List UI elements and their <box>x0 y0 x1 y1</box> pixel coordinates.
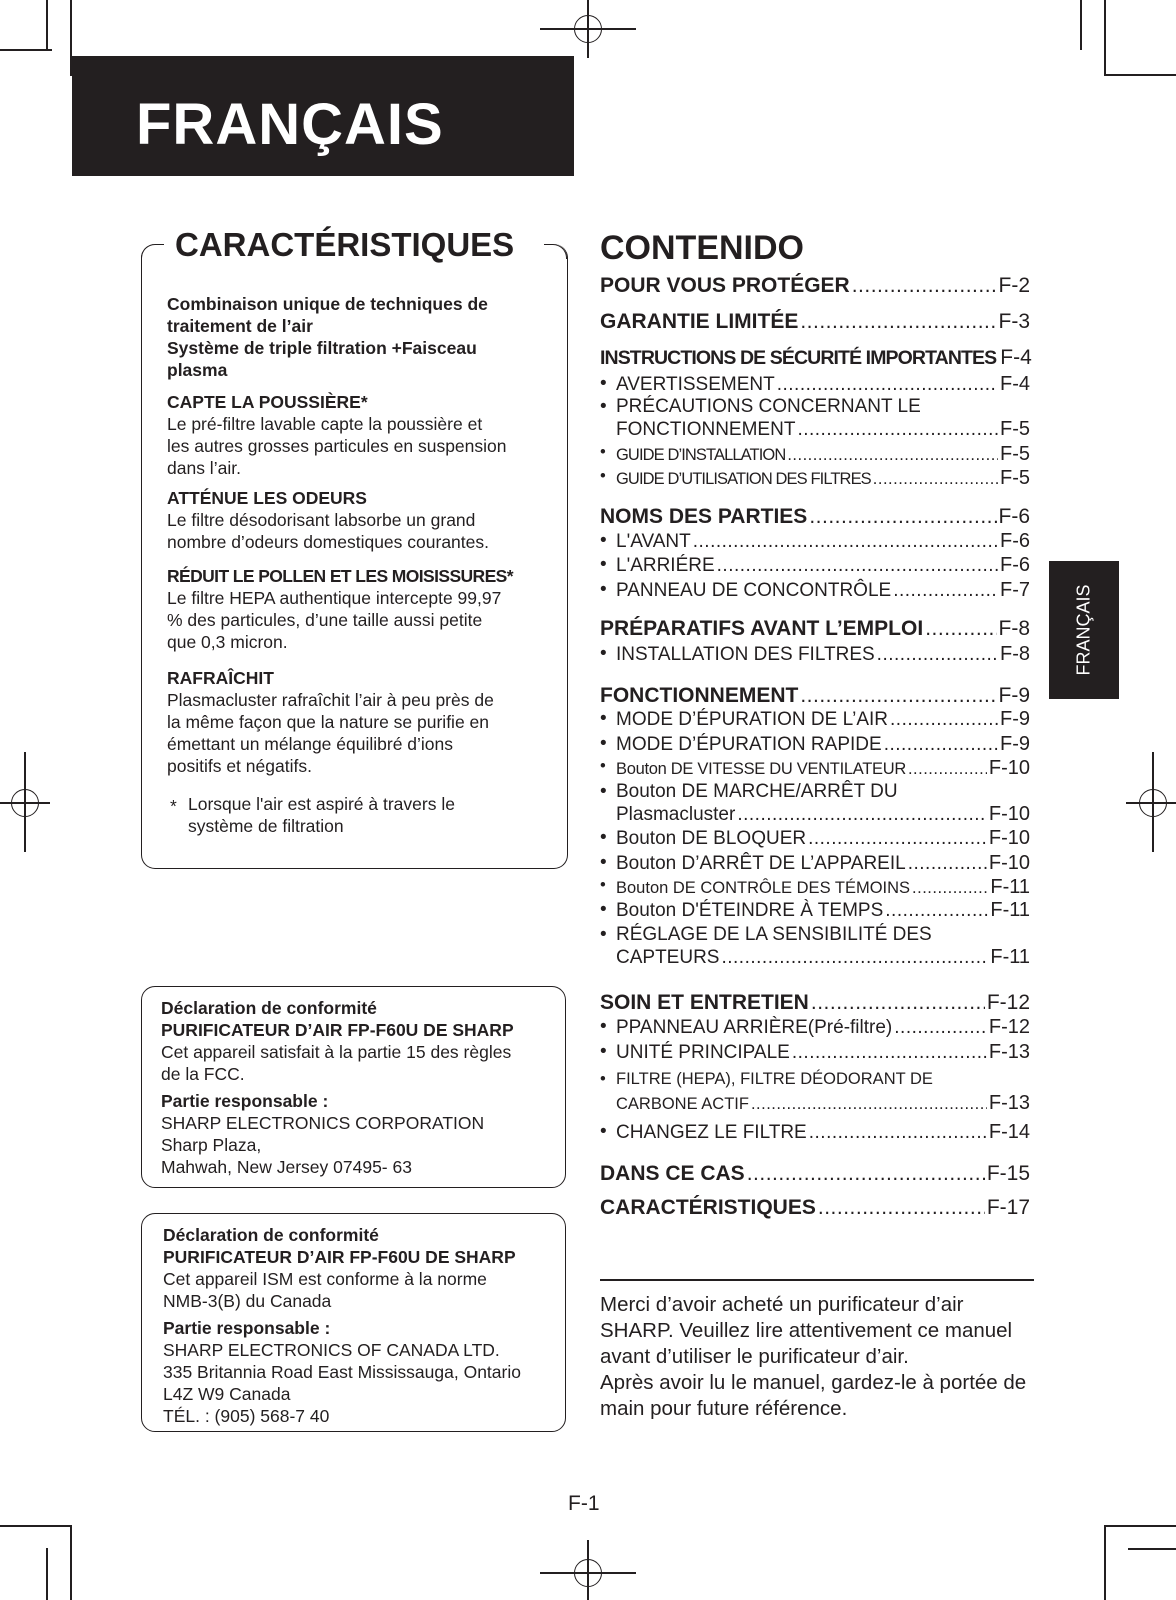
thank-you-line: main pour future référence. <box>600 1397 848 1420</box>
feature-refresh <box>167 667 559 777</box>
feature-heading: RAFRAÎCHIT <box>167 668 274 688</box>
feature-heading: RÉDUIT LE POLLEN ET LES MOISISSURES* <box>167 566 513 586</box>
toc-entry[interactable]: SOIN ET ENTRETIEN ..... F-12 <box>600 991 1030 1015</box>
feature-odors <box>167 487 559 553</box>
toc-subentry-line: • RÉGLAGE DE LA SENSIBILITÉ DES <box>600 924 932 945</box>
declaration-canada-box <box>141 1213 566 1432</box>
thank-you-note <box>600 1292 1050 1422</box>
language-banner <box>72 56 574 176</box>
toc-subentry[interactable]: • L'ARRIÉRE ..... F-6 <box>600 554 1030 577</box>
toc-entry[interactable]: GARANTIE LIMITÉE ..... F-3 <box>600 310 1030 334</box>
footnote-line: Lorsque l'air est aspiré à travers le <box>188 794 455 814</box>
responsible-party-line: Sharp Plaza, <box>161 1135 262 1155</box>
toc-entry[interactable]: DANS CE CAS ..... F-15 <box>600 1162 1030 1186</box>
toc-subentry[interactable]: • Bouton D’ARRÊT DE L’APPAREIL ..... F-10 <box>600 852 1030 875</box>
toc-subentry[interactable]: • MODE D’ÉPURATION DE L’AIR ..... F-9 <box>600 708 1030 731</box>
declaration-model: PURIFICATEUR D’AIR FP-F60U DE SHARP <box>163 1247 516 1267</box>
features-intro <box>167 293 559 381</box>
feature-heading: ATTÉNUE LES ODEURS <box>167 488 367 508</box>
feature-line: nombre d’odeurs domestiques courantes. <box>167 532 489 552</box>
declaration-model: PURIFICATEUR D’AIR FP-F60U DE SHARP <box>161 1020 514 1040</box>
banner-title: FRANÇAIS <box>136 92 444 157</box>
toc-subentry[interactable]: • GUIDE D’INSTALLATION ..... F-5 <box>600 443 1030 466</box>
toc-subentry-line: • FILTRE (HEPA), FILTRE DÉODORANT DE <box>600 1070 933 1088</box>
toc-subentry[interactable]: CAPTEURS ..... F-11 <box>600 946 1030 969</box>
divider <box>600 1279 1034 1281</box>
declaration-body: Cet appareil satisfait à la partie 15 des règles <box>161 1042 512 1062</box>
feature-line: Le filtre HEPA authentique intercepte 99,97 <box>167 588 502 608</box>
toc-subentry[interactable]: • GUIDE D’UTILISATION DES FILTRES ..... F-5 <box>600 467 1030 490</box>
intro-line: plasma <box>167 360 228 380</box>
toc-subentry[interactable]: • AVERTISSEMENT ..... F-4 <box>600 373 1030 396</box>
feature-line: positifs et négatifs. <box>167 756 312 776</box>
feature-line: dans l’air. <box>167 458 241 478</box>
feature-line: Le filtre désodorisant labsorbe un grand <box>167 510 476 530</box>
toc-entry[interactable]: NOMS DES PARTIES ..... F-6 <box>600 505 1030 529</box>
toc-title: CONTENIDO <box>600 229 804 267</box>
footnote-mark: * <box>170 796 177 816</box>
feature-pollen <box>167 565 559 653</box>
toc-subentry[interactable]: • Bouton DE CONTRÔLE DES TÉMOINS ..... F-11 <box>600 876 1030 899</box>
language-side-tab <box>1049 561 1119 699</box>
responsible-party-line: TÉL. : (905) 568-7 40 <box>163 1406 330 1426</box>
toc-subentry[interactable]: • L'AVANT ..... F-6 <box>600 530 1030 553</box>
feature-heading: CAPTE LA POUSSIÈRE* <box>167 392 368 412</box>
toc-entry[interactable]: INSTRUCTIONS DE SÉCURITÉ IMPORTANTES F-4 <box>600 346 1032 369</box>
declaration-title: Déclaration de conformité <box>161 998 377 1018</box>
toc-subentry[interactable]: • Bouton DE VITESSE DU VENTILATEUR ..... F-10 <box>600 757 1030 780</box>
toc-subentry[interactable]: • Bouton D'ÉTEINDRE À TEMPS ..... F-11 <box>600 899 1030 922</box>
declaration-body: Cet appareil ISM est conforme à la norme <box>163 1269 487 1289</box>
responsible-party-line: SHARP ELECTRONICS CORPORATION <box>161 1113 485 1133</box>
side-tab-label: FRANÇAIS <box>1073 584 1094 676</box>
toc-subentry[interactable]: • MODE D’ÉPURATION RAPIDE ..... F-9 <box>600 733 1030 756</box>
toc-subentry[interactable]: • UNITÉ PRINCIPALE ..... F-13 <box>600 1041 1030 1064</box>
thank-you-line: Merci d’avoir acheté un purificateur d’air <box>600 1293 964 1316</box>
responsible-party-title: Partie responsable : <box>161 1091 329 1111</box>
footnote-line: système de filtration <box>188 816 344 836</box>
responsible-party-line: Mahwah, New Jersey 07495- 63 <box>161 1157 412 1177</box>
responsible-party-line: 335 Britannia Road East Mississauga, Ontario <box>163 1362 521 1382</box>
feature-line: % des particules, d’une taille aussi petite <box>167 610 483 630</box>
toc-subentry[interactable]: • INSTALLATION DES FILTRES ..... F-8 <box>600 643 1030 666</box>
feature-line: la même façon que la nature se purifie en <box>167 712 489 732</box>
toc-subentry[interactable]: • CHANGEZ LE FILTRE ..... F-14 <box>600 1121 1030 1144</box>
intro-line: traitement de l’air <box>167 316 313 336</box>
feature-line: que 0,3 micron. <box>167 632 288 652</box>
declaration-title: Déclaration de conformité <box>163 1225 379 1245</box>
toc-subentry-line: • PRÉCAUTIONS CONCERNANT LE <box>600 396 921 417</box>
declaration-fcc-box <box>141 986 566 1188</box>
toc-subentry[interactable]: FONCTIONNEMENT ..... F-5 <box>600 418 1030 441</box>
toc-subentry[interactable]: • PANNEAU DE CONCONTRÔLE ..... F-7 <box>600 579 1030 602</box>
toc-entry[interactable]: CARACTÉRISTIQUES ..... F-17 <box>600 1196 1030 1220</box>
toc-subentry-line: • Bouton DE MARCHE/ARRÊT DU <box>600 781 898 802</box>
features-box-corner-right <box>544 244 567 259</box>
toc-subentry[interactable]: • Bouton DE BLOQUER ..... F-10 <box>600 827 1030 850</box>
toc-subentry[interactable]: • PPANNEAU ARRIÈRE(Pré-filtre) ..... F-12 <box>600 1016 1030 1039</box>
toc-subentry[interactable]: Plasmacluster ..... F-10 <box>600 803 1030 826</box>
responsible-party-line: SHARP ELECTRONICS OF CANADA LTD. <box>163 1340 500 1360</box>
toc-entry[interactable]: PRÉPARATIFS AVANT L’EMPLOI ..... F-8 <box>600 617 1030 641</box>
intro-line: Combinaison unique de techniques de <box>167 294 488 314</box>
toc-entry[interactable]: FONCTIONNEMENT ..... F-9 <box>600 684 1030 708</box>
feature-dust <box>167 391 559 479</box>
toc-subentry[interactable]: CARBONE ACTIF ..... F-13 <box>600 1092 1030 1115</box>
thank-you-line: avant d’utiliser le purificateur d’air. <box>600 1345 909 1368</box>
page-number: F-1 <box>568 1492 600 1515</box>
declaration-body: de la FCC. <box>161 1064 245 1084</box>
features-title: CARACTÉRISTIQUES <box>171 226 518 264</box>
intro-line: Système de triple filtration +Faisceau <box>167 338 477 358</box>
features-box-corner-left <box>141 244 164 259</box>
declaration-body: NMB-3(B) du Canada <box>163 1291 332 1311</box>
feature-line: les autres grosses particules en suspension <box>167 436 507 456</box>
feature-line: Le pré-filtre lavable capte la poussière et <box>167 414 483 434</box>
features-footnote <box>170 793 562 837</box>
thank-you-line: SHARP. Veuillez lire attentivement ce manuel <box>600 1319 1013 1342</box>
toc-entry[interactable]: POUR VOUS PROTÉGER ..... F-2 <box>600 274 1030 298</box>
responsible-party-title: Partie responsable : <box>163 1318 331 1338</box>
thank-you-line: Après avoir lu le manuel, gardez-le à portée de <box>600 1371 1027 1394</box>
feature-line: émettant un mélange équilibré d’ions <box>167 734 454 754</box>
responsible-party-line: L4Z W9 Canada <box>163 1384 291 1404</box>
feature-line: Plasmacluster rafraîchit l’air à peu près de <box>167 690 494 710</box>
